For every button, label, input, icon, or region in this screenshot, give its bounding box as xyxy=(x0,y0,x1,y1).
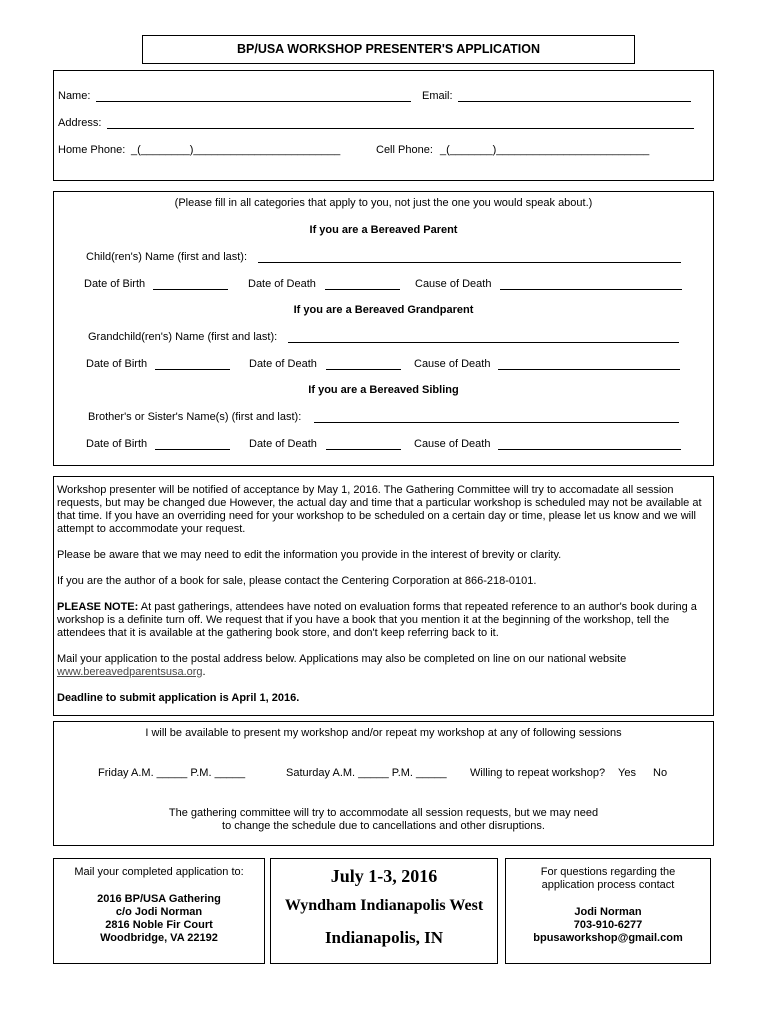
sibling-heading: If you are a Bereaved Sibling xyxy=(308,384,459,396)
website-link[interactable]: www.bereavedparentsusa.org xyxy=(57,666,203,678)
parent-cause-field[interactable] xyxy=(500,289,682,290)
event-box xyxy=(270,858,498,964)
title-box xyxy=(142,35,635,64)
questions-box xyxy=(505,858,711,964)
grandparent-dod-field[interactable] xyxy=(326,369,401,370)
parent-dob-field[interactable] xyxy=(153,289,228,290)
repeat-question: Willing to repeat workshop? xyxy=(470,767,606,779)
grandchild-name-label: Grandchild(ren's) Name (first and last): xyxy=(88,331,278,343)
child-name-label: Child(ren's) Name (first and last): xyxy=(86,251,248,263)
parent-dod-label: Date of Death xyxy=(248,278,316,290)
event-city: Indianapolis, IN xyxy=(324,928,444,947)
name-field[interactable] xyxy=(96,101,411,102)
deadline-text: Deadline to submit application is April 1, 2016. xyxy=(57,692,300,704)
name-label: Name: xyxy=(58,90,91,102)
home-phone-label: Home Phone: xyxy=(58,144,126,156)
repeat-yes-option[interactable]: Yes xyxy=(618,767,636,779)
grandparent-cause-label: Cause of Death xyxy=(414,358,491,370)
contact-email[interactable]: bpusaworkshop@gmail.com xyxy=(533,932,683,944)
event-venue: Wyndham Indianapolis West xyxy=(284,897,484,914)
acceptance-paragraph: Workshop presenter will be notified of acceptance by May 1, 2016. The Gathering Committee will try to accomadate all session requests, but may be changed due However, the actual day and time that a particular workshop is scheduled may not be available at that time. If you have an overriding need for your workshop to be scheduled on a certain day or time, please let us know and we will attempt to accommodate your request. xyxy=(57,484,702,535)
mail-heading: Mail your completed application to: xyxy=(74,866,244,878)
grandparent-dod-label: Date of Death xyxy=(249,358,317,370)
saturday-sessions[interactable]: Saturday A.M. _____ P.M. _____ xyxy=(286,767,447,779)
sibling-name-field[interactable] xyxy=(314,422,679,423)
grandparent-cause-field[interactable] xyxy=(498,369,680,370)
sibling-dob-label: Date of Birth xyxy=(86,438,148,450)
grandparent-dob-field[interactable] xyxy=(155,369,230,370)
parent-dod-field[interactable] xyxy=(325,289,400,290)
email-field[interactable] xyxy=(458,101,691,102)
child-name-field[interactable] xyxy=(258,262,681,263)
grandchild-name-field[interactable] xyxy=(288,342,679,343)
questions-line-2: application process contact xyxy=(541,879,675,891)
mail-line-2: c/o Jodi Norman xyxy=(115,906,203,918)
mail-line-1: 2016 BP/USA Gathering xyxy=(97,893,221,905)
grandparent-heading: If you are a Bereaved Grandparent xyxy=(293,304,474,316)
address-field[interactable] xyxy=(107,128,694,129)
contact-phone: 703-910-6277 xyxy=(573,919,643,931)
mail-line-3: 2816 Noble Fir Court xyxy=(105,919,213,931)
grandparent-dob-label: Date of Birth xyxy=(86,358,148,370)
sibling-dob-field[interactable] xyxy=(155,449,230,450)
sibling-dod-label: Date of Death xyxy=(249,438,317,450)
schedule-note-line2: to change the schedule due to cancellations and other disruptions. xyxy=(222,820,545,832)
author-paragraph: If you are the author of a book for sale, please contact the Centering Corporation at 866-218-0101. xyxy=(57,575,537,587)
friday-sessions[interactable]: Friday A.M. _____ P.M. _____ xyxy=(98,767,246,779)
sibling-name-label: Brother's or Sister's Name(s) (first and last): xyxy=(88,411,302,423)
please-note-paragraph: PLEASE NOTE: At past gatherings, attendees have noted on evaluation forms that repeated reference to an author's book during a workshop is a definite turn off. We request that if you have a book that you mention it at the beginning of the workshop, tell the attendees that it is available at the gathering book store, and don't keep referring back to it. xyxy=(57,601,697,639)
cell-phone-label: Cell Phone: xyxy=(376,144,433,156)
parent-cause-label: Cause of Death xyxy=(415,278,492,290)
mail-paragraph: Mail your application to the postal address below. Applications may also be completed on line on our national website www.bereavedparentsusa.org. xyxy=(57,653,627,678)
page-title: BP/USA WORKSHOP PRESENTER'S APPLICATION xyxy=(236,42,540,56)
sibling-cause-label: Cause of Death xyxy=(414,438,491,450)
edit-paragraph: Please be aware that we may need to edit the information you provide in the interest of brevity or clarity. xyxy=(57,549,562,561)
categories-instruction: (Please fill in all categories that apply to you, not just the one you would speak about.) xyxy=(174,197,593,209)
cell-phone-field[interactable]: _(_______)_________________________ xyxy=(440,144,650,156)
repeat-no-option[interactable]: No xyxy=(653,767,668,779)
schedule-note-line1: The gathering committee will try to accommodate all session requests, but we may need xyxy=(168,807,599,819)
sibling-cause-field[interactable] xyxy=(498,449,681,450)
home-phone-field[interactable]: _(________)________________________ xyxy=(131,144,341,156)
please-note-label: PLEASE NOTE: xyxy=(57,601,139,613)
contact-section xyxy=(53,70,714,181)
contact-name: Jodi Norman xyxy=(574,906,642,918)
event-dates: July 1-3, 2016 xyxy=(330,866,438,886)
parent-dob-label: Date of Birth xyxy=(84,278,146,290)
sibling-dod-field[interactable] xyxy=(326,449,401,450)
mail-line-4: Woodbridge, VA 22192 xyxy=(100,932,218,944)
mail-address-box xyxy=(53,858,265,964)
info-text xyxy=(57,484,717,718)
email-label: Email: xyxy=(422,90,453,102)
parent-heading: If you are a Bereaved Parent xyxy=(309,224,458,236)
sessions-intro: I will be available to present my workshop and/or repeat my workshop at any of following sessions xyxy=(145,727,622,739)
address-label: Address: xyxy=(58,117,102,129)
questions-line-1: For questions regarding the xyxy=(540,866,676,878)
